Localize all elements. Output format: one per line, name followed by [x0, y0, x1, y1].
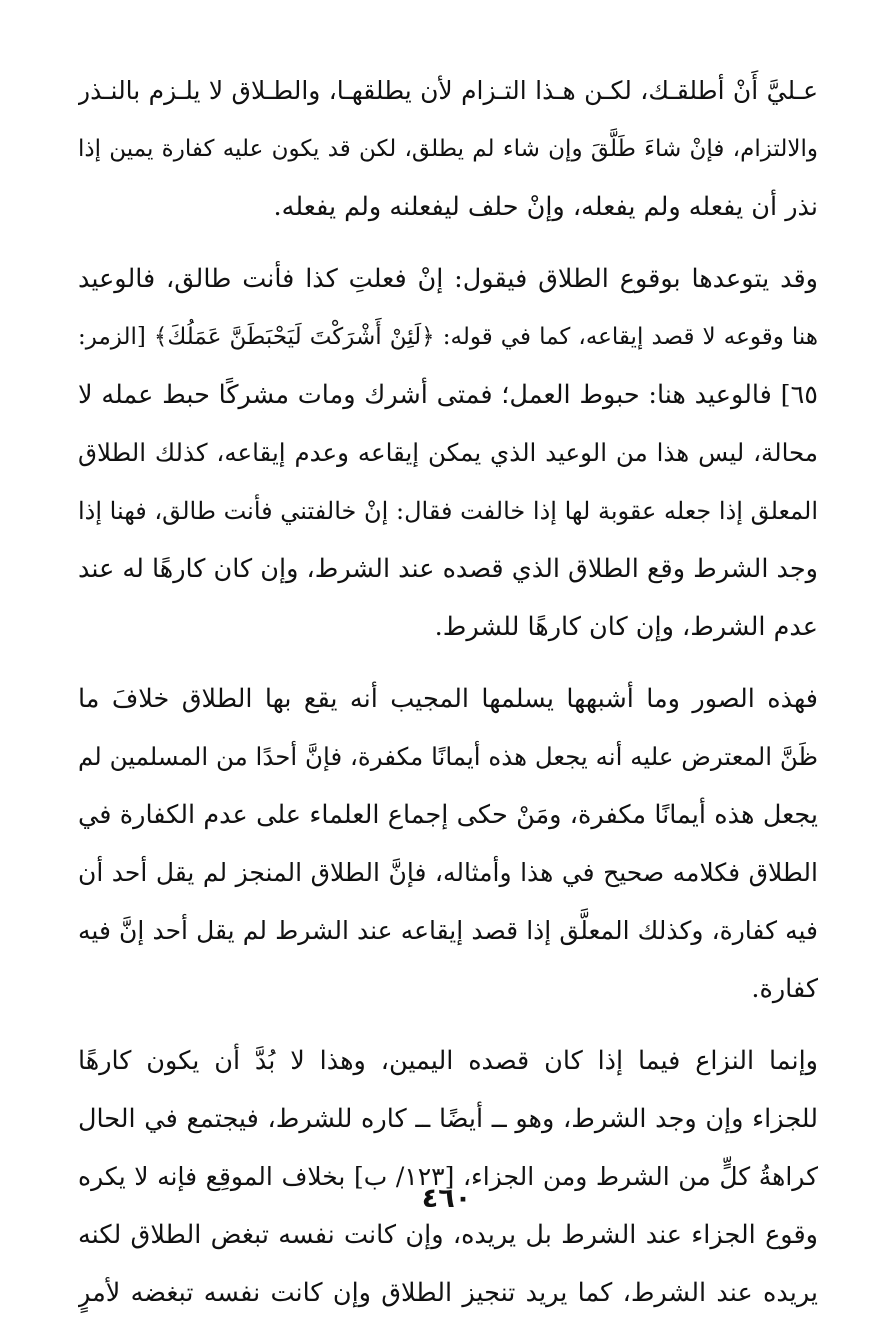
text-line: كراهةُ كلٍّ من الشرط ومن الجزاء، [١٢٣/ ب] بخلاف الموقِع فإنه لا يكره — [78, 1162, 818, 1191]
paragraph-1 — [78, 62, 818, 236]
text-line: عـليَّ أَنْ أطلقـك، لكـن هـذا التـزام لأن يطلقهـا، والطـلاق لا يلـزم بالنـذر — [78, 76, 818, 105]
text-line: وإنما النزاع فيما إذا كان قصده اليمين، وهذا لا بُدَّ أن يكون كارهًا — [78, 1046, 818, 1076]
text-line: وقد يتوعدها بوقوع الطلاق فيقول: إنْ فعلتِ كذا فأنت طالق، فالوعيد — [78, 264, 818, 294]
text-line: يريده عند الشرط، كما يريد تنجيز الطلاق وإن كانت نفسه تبغضه لأمرٍ — [78, 1278, 818, 1308]
text-line: عدم الشرط، وإن كان كارهًا للشرط. — [434, 612, 818, 642]
paragraph-4 — [78, 1032, 818, 1322]
page-number: ٤٦٠ — [421, 1183, 472, 1214]
paragraph-gap — [78, 656, 818, 670]
text-line: ظَنَّ المعترض عليه أنه يجعل هذه أيمانًا مكفرة، فإنَّ أحدًا من المسلمين لم — [78, 742, 818, 771]
paragraph-2 — [78, 250, 818, 656]
text-line: محالة، ليس هذا من الوعيد الذي يمكن إيقاعه وعدم إيقاعه، كذلك الطلاق — [78, 438, 818, 467]
text-line: ٦٥] فالوعيد هنا: حبوط العمل؛ فمتى أشرك ومات مشركًا حبط عمله لا — [78, 380, 818, 410]
text-line: كفارة. — [751, 974, 818, 1004]
text-line: والالتزام، فإنْ شاءَ طَلَّقَ وإن شاء لم يطلق، لكن قد يكون عليه كفارة يمين إذا — [78, 136, 818, 162]
text-line: فهذه الصور وما أشبهها يسلمها المجيب أنه يقع بها الطلاق خلافَ ما — [78, 684, 818, 714]
text-line: المعلق إذا جعله عقوبة لها إذا خالفت فقال: إنْ خالفتني فأنت طالق، فهنا إذا — [78, 497, 818, 525]
text-line: هنا وقوعه لا قصد إيقاعه، كما في قوله: ﴿لَئِنْ أَشْرَكْتَ لَيَحْبَطَنَّ عَمَلُكَ﴾ [الزمر: — [78, 324, 818, 350]
paragraph-3 — [78, 670, 818, 1018]
text-line: للجزاء وإن وجد الشرط، وهو ــ أيضًا ــ كاره للشرط، فيجتمع في الحال — [78, 1104, 818, 1134]
paragraph-gap — [78, 236, 818, 250]
paragraph-gap — [78, 1018, 818, 1032]
text-line: فيه كفارة، وكذلك المعلَّق إذا قصد إيقاعه عند الشرط لم يقل أحد إنَّ فيه — [78, 916, 818, 945]
text-line: يجعل هذه أيمانًا مكفرة، ومَنْ حكى إجماع العلماء على عدم الكفارة في — [78, 800, 818, 830]
text-line: وقوع الجزاء عند الشرط بل يريده، وإن كانت نفسه تبغض الطلاق لكنه — [78, 1220, 818, 1250]
text-line: نذر أن يفعله ولم يفعله، وإنْ حلف ليفعلنه ولم يفعله. — [273, 192, 818, 222]
text-line: وجد الشرط وقع الطلاق الذي قصده عند الشرط، وإن كان كارهًا له عند — [78, 554, 818, 584]
text-line: الطلاق فكلامه صحيح في هذا وأمثاله، فإنَّ الطلاق المنجز لم يقل أحد أن — [78, 858, 818, 887]
page-body — [78, 62, 818, 1322]
